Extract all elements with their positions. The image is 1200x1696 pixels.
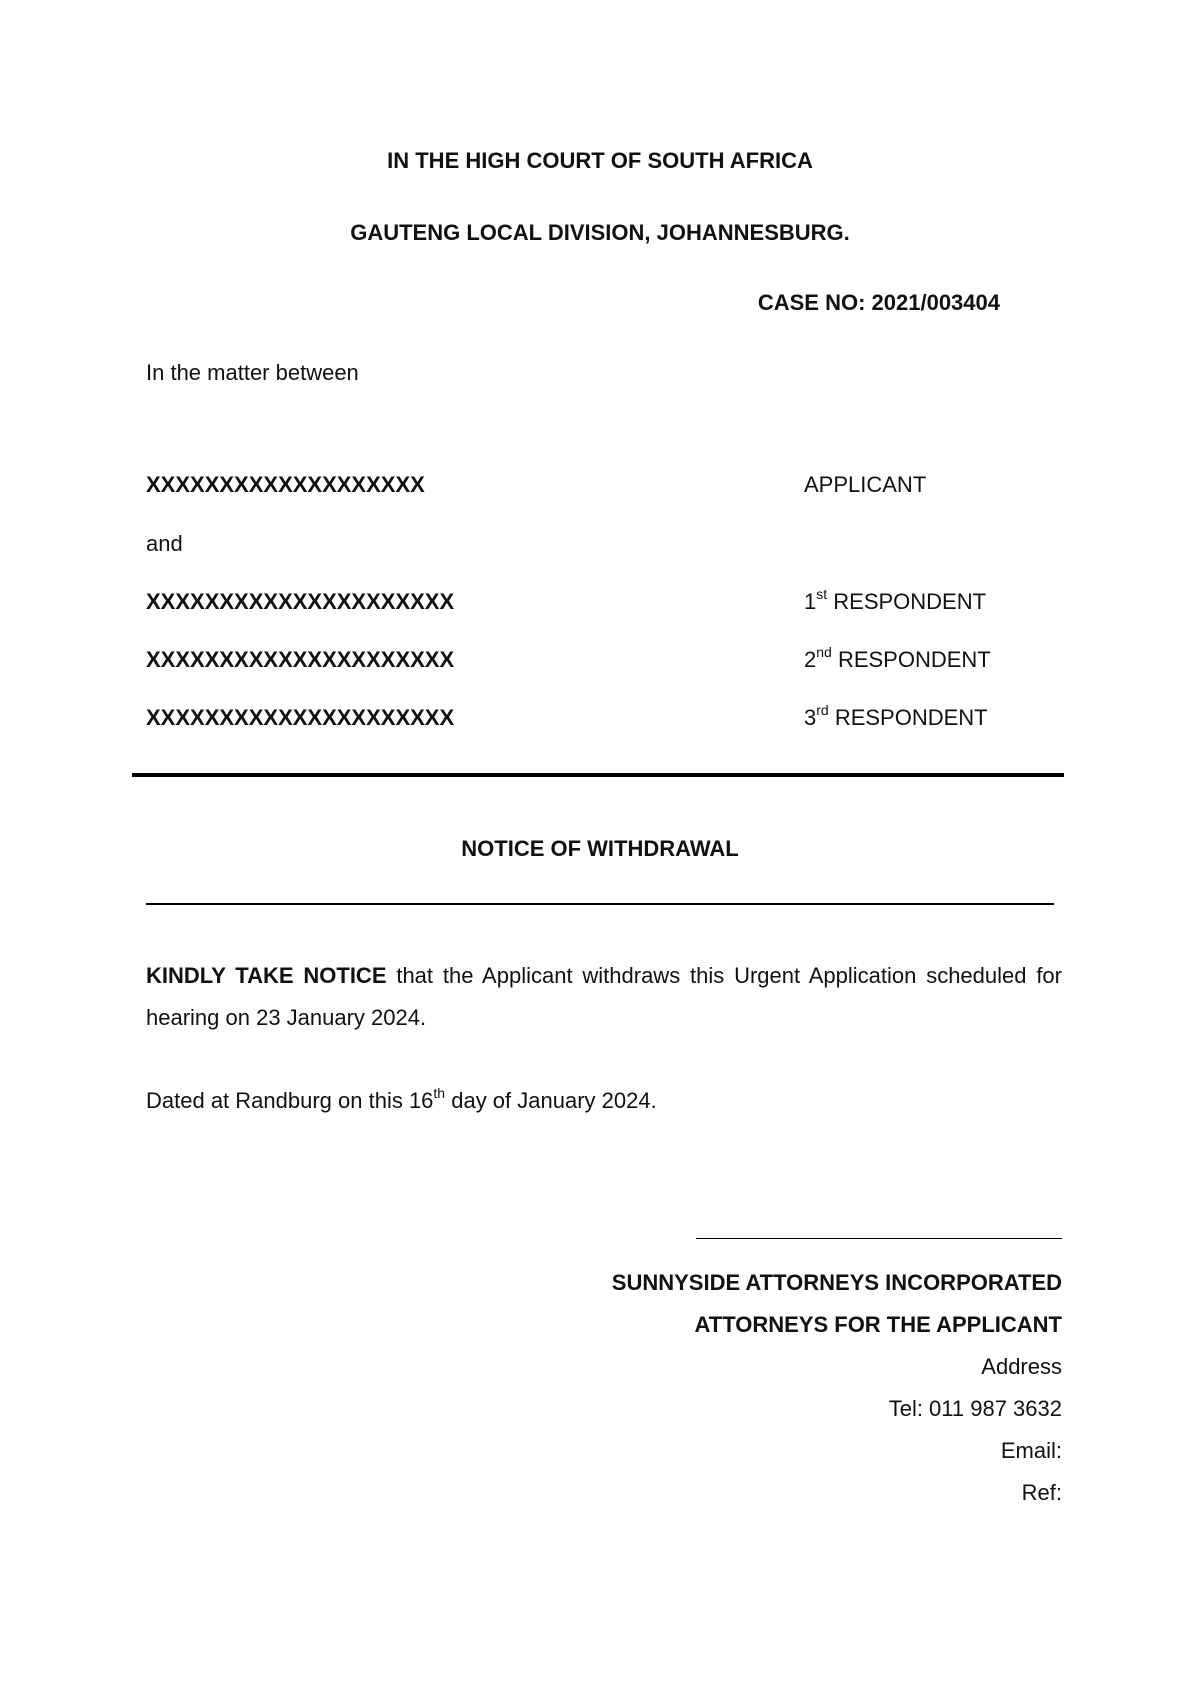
title-underline [146, 903, 1054, 905]
firm-name: SUNNYSIDE ATTORNEYS INCORPORATED [611, 1270, 1062, 1295]
dated-line: Dated at Randburg on this 16th day of January 2024. [146, 1085, 657, 1113]
firm-ref: Ref: [1021, 1480, 1062, 1505]
respondent-1-name: XXXXXXXXXXXXXXXXXXXXX [146, 589, 455, 614]
firm-tel: Tel: 011 987 3632 [888, 1396, 1062, 1421]
firm-address: Address [981, 1354, 1062, 1379]
notice-title: NOTICE OF WITHDRAWAL [461, 836, 739, 861]
respondent-3-role: 3rd RESPONDENT [804, 702, 988, 730]
firm-email: Email: [1000, 1438, 1062, 1463]
kindly-take-notice: KINDLY TAKE NOTICE [146, 963, 387, 988]
applicant-name: XXXXXXXXXXXXXXXXXXX [146, 472, 425, 497]
section-divider [132, 773, 1064, 777]
case-number: CASE NO: 2021/003404 [757, 290, 1000, 315]
court-heading: IN THE HIGH COURT OF SOUTH AFRICA [387, 148, 813, 173]
respondent-3-name: XXXXXXXXXXXXXXXXXXXXX [146, 705, 455, 730]
signature-line [696, 1238, 1062, 1239]
intro-text: In the matter between [146, 360, 359, 385]
respondent-2-role: 2nd RESPONDENT [804, 644, 991, 672]
notice-body: KINDLY TAKE NOTICE that the Applicant withdraws this Urgent Application scheduled for hearing on 23 January 2024. [146, 963, 1062, 1030]
firm-role: ATTORNEYS FOR THE APPLICANT [694, 1312, 1062, 1337]
and-text: and [146, 531, 183, 556]
respondent-2-name: XXXXXXXXXXXXXXXXXXXXX [146, 647, 455, 672]
respondent-1-role: 1st RESPONDENT [804, 586, 987, 614]
applicant-role: APPLICANT [804, 472, 927, 497]
court-division: GAUTENG LOCAL DIVISION, JOHANNESBURG. [350, 220, 850, 245]
